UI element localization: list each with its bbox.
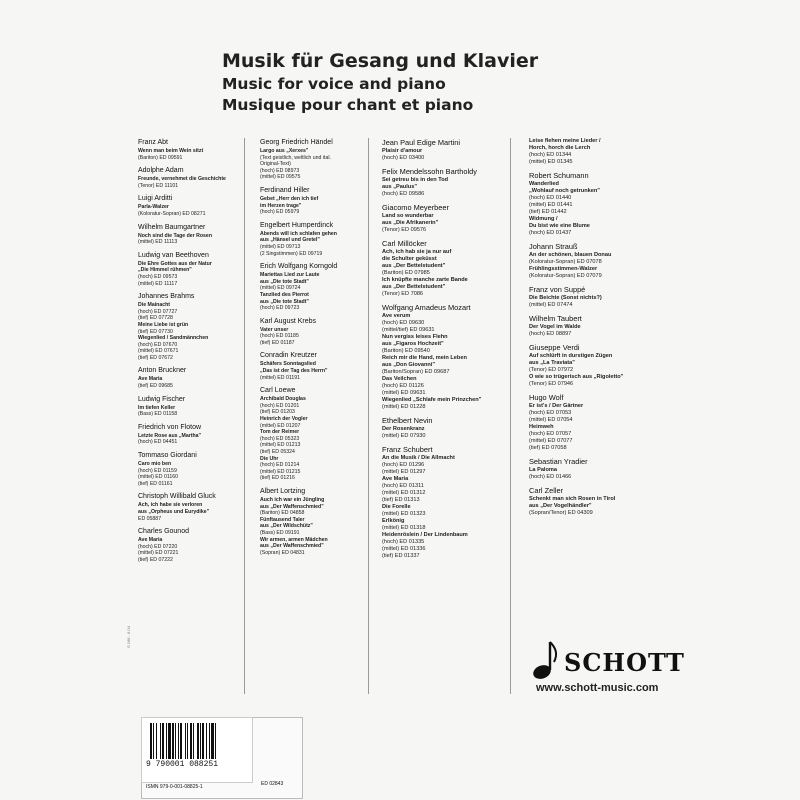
work-title: Plaisir d'amour	[382, 148, 423, 154]
composer-name: Karl August Krebs	[260, 317, 317, 325]
composer-name: Ludwig van Beethoven	[138, 251, 209, 259]
edition-line: (hoch) ED 01185	[260, 333, 299, 340]
edition-line: (mittel) ED 07930	[382, 433, 426, 439]
barcode-bar	[156, 723, 157, 759]
composer-name: Ethelbert Nevin	[382, 416, 433, 425]
composer-name: Wilhelm Taubert	[529, 314, 582, 323]
catalog-entry	[260, 317, 368, 347]
edition-line: (hoch) ED 07053	[529, 410, 572, 416]
work-title: die Schulter geküsst	[382, 256, 437, 262]
composer-name: Franz Abt	[138, 139, 168, 146]
edition-line: (mittel) ED 07671	[138, 348, 179, 355]
work-title: Abends will ich schlafen gehen	[260, 230, 337, 237]
work-title: Ich knüpfte manche zarte Bande	[382, 277, 468, 283]
work-title: Heidenröslein / Der Lindenbaum	[382, 532, 468, 538]
edition-line: (mittel) ED 01323	[382, 511, 426, 517]
ismn-number: ISMN 979-0-001-08825-1	[146, 784, 203, 790]
edition-line: (hoch) ED 07670	[138, 341, 178, 348]
catalog-entry	[382, 203, 510, 234]
edition-line: (hoch) ED 05979	[260, 209, 300, 216]
edition-line: (mittel) ED 11117	[138, 280, 178, 287]
edition-line: (Tenor) ED 07972	[529, 367, 574, 373]
publisher-name: SCHOTT	[564, 647, 685, 677]
catalog-entry	[529, 393, 657, 452]
work-title: Der Rosenkranz	[382, 426, 425, 432]
edition-line: (mittel) ED 01312	[382, 490, 426, 496]
edition-line: (hoch) ED 08973	[260, 167, 300, 174]
edition-line: (mittel/tief) ED 09631	[382, 327, 435, 333]
composer-name: Ludwig Fischer	[138, 395, 186, 403]
work-title: Archibald Douglas	[260, 396, 306, 403]
edition-number	[258, 781, 283, 787]
side-code: S 168 - 6.04	[126, 626, 131, 648]
work-title: Letzte Rose aus „Martha"	[138, 432, 201, 439]
edition-line: (Sopran) ED 04831	[260, 549, 305, 556]
work-title: Land so wunderbar	[382, 213, 434, 219]
catalog-entry	[260, 386, 368, 482]
work-title: Heimweh	[529, 424, 554, 430]
edition-line: (hoch) ED 04451	[138, 439, 178, 446]
edition-line: (tief) ED 09685	[138, 383, 173, 390]
catalog-entry	[529, 171, 657, 237]
edition-line: (hoch) ED 07220	[138, 543, 178, 550]
edition-line: (hoch) ED 08897	[529, 331, 572, 337]
composer-name: Adolphe Adam	[138, 167, 184, 175]
work-title: Ave Maria	[382, 476, 409, 482]
composer-name: Johann Strauß	[529, 242, 578, 251]
edition-line: (mittel) ED 09575	[260, 174, 301, 181]
composer-name: Charles Gounod	[138, 528, 189, 536]
work-title: aus „Der Vogelhändler"	[529, 503, 592, 509]
edition-line: (mittel) ED 09724	[260, 285, 301, 292]
work-title: Tanzlied des Pierrot	[260, 291, 309, 298]
barcode-digits: 9 790001 088251	[146, 760, 219, 769]
barcode-bar	[200, 723, 201, 759]
work-title: Mariettas Lied zur Laute	[260, 272, 320, 279]
work-title: La Paloma	[529, 467, 557, 473]
edition-value: ED 02843	[261, 781, 284, 787]
edition-line: (tief) ED 05324	[260, 449, 295, 455]
catalog-entry	[138, 251, 244, 287]
barcode-bar	[215, 723, 216, 759]
catalog-entry	[138, 451, 244, 487]
edition-line: (Bariton/Sopran) ED 09687	[382, 369, 450, 375]
catalog-entry	[529, 242, 657, 280]
barcode-bar	[168, 723, 171, 759]
work-title: Auf schlürft in durstigen Zügen	[529, 353, 613, 359]
composer-name: Hugo Wolf	[529, 393, 564, 402]
barcode-bar	[202, 723, 204, 759]
edition-line: (hoch) ED 07057	[529, 431, 572, 437]
edition-line: ED 05887	[138, 515, 162, 522]
work-title: Im tiefen Keller	[138, 404, 176, 411]
edition-line: (Tenor) ED 07946	[529, 381, 574, 387]
edition-line: (hoch) ED 09630	[382, 320, 425, 326]
work-title: aus „Der Wildschütz"	[260, 523, 313, 530]
edition-line: (mittel) ED 01318	[382, 525, 426, 531]
barcode-bar	[150, 723, 152, 759]
edition-line: (mittel) ED 07474	[529, 302, 573, 308]
edition-line: (mittel) ED 07221	[138, 550, 179, 557]
catalog-entry	[260, 186, 368, 216]
edition-line: (hoch) ED 01311	[382, 483, 424, 489]
barcode-bar	[175, 723, 176, 759]
edition-line: (hoch) ED 01201	[260, 402, 300, 409]
catalog-entry	[382, 239, 510, 298]
edition-line: (tief) ED 01442	[529, 209, 567, 215]
catalog-column-2	[260, 138, 369, 694]
catalog-entry	[138, 492, 244, 522]
composer-name: Georg Friedrich Händel	[260, 139, 333, 146]
work-title: aus „Hänsel und Gretel"	[260, 237, 320, 244]
edition-line: (Bariton) ED 04858	[260, 510, 305, 517]
edition-line: (mittel) ED 09631	[382, 390, 426, 396]
barcode-bar	[211, 723, 214, 759]
edition-line: (mittel) ED 01297	[382, 469, 426, 475]
work-title: „Die Himmel rühmen"	[138, 267, 192, 274]
work-title: aus „Der Waffenschmied"	[260, 543, 324, 550]
edition-line: (Koloratur-Sopran) ED 07079	[529, 273, 602, 279]
work-title: Noch sind die Tage der Rosen	[138, 232, 212, 239]
work-title: Caro mio ben	[138, 461, 172, 468]
composer-name: Christoph Willibald Gluck	[138, 493, 216, 501]
work-title: aus „La Traviata"	[529, 360, 575, 366]
edition-line: Original-Text)	[260, 161, 291, 168]
composer-name: Friedrich von Flotow	[138, 423, 202, 431]
work-title: Er ist's / Der Gärtner	[529, 403, 584, 409]
edition-line: (Koloratur-Sopran) ED 07078	[529, 259, 602, 265]
edition-line: (hoch) ED 01159	[138, 467, 177, 474]
work-title: An die Musik / Die Allmacht	[382, 455, 455, 461]
work-title: Widmung /	[529, 216, 558, 222]
barcode-bar	[153, 723, 154, 759]
work-title: Horch, horch die Lerch	[529, 145, 591, 151]
title-block	[222, 48, 538, 116]
edition-line: (hoch) ED 01214	[260, 462, 300, 469]
barcode-bar	[206, 723, 207, 759]
barcode-bar	[178, 723, 179, 759]
composer-name: Giuseppe Verdi	[529, 343, 580, 352]
catalog-entry	[382, 416, 510, 440]
edition-line: (tief) ED 01337	[382, 553, 420, 559]
work-title: im Herzen trage"	[260, 202, 302, 209]
composer-name: Robert Schumann	[529, 171, 589, 180]
work-title: O wie so trügerisch aus „Rigoletto"	[529, 374, 624, 380]
work-title: Nun vergiss leises Flehn	[382, 334, 448, 340]
edition-line: (tief) ED 07222	[138, 556, 173, 563]
work-title: Wenn man beim Wein sitzt	[138, 148, 204, 154]
composer-name: Anton Bruckner	[138, 367, 187, 375]
edition-line: (tief) ED 07728	[138, 315, 173, 322]
composer-name: Wolfgang Amadeus Mozart	[382, 303, 471, 312]
composer-name: Engelbert Humperdinck	[260, 221, 334, 229]
barcode-bar	[180, 723, 182, 759]
catalog-entry	[260, 262, 368, 312]
work-title: Heinrich der Vogler	[260, 416, 308, 423]
catalog-column-1	[138, 138, 245, 694]
edition-line: (hoch) ED 09573	[138, 273, 178, 280]
work-title: Largo aus „Xerxes"	[260, 148, 309, 154]
edition-line: (Tenor) ED 11101	[138, 182, 179, 189]
work-title: „Das ist der Tag des Herrn"	[260, 368, 328, 375]
composer-name: Carl Zeller	[529, 486, 564, 495]
edition-line: (hoch) ED 03400	[382, 155, 425, 161]
barcode-bar	[193, 723, 194, 759]
edition-line: (tief) ED 07730	[138, 328, 173, 335]
edition-line: (Bass) ED 09191	[260, 529, 300, 536]
catalog-entry	[529, 138, 657, 166]
publisher-logo	[528, 640, 685, 694]
work-title: aus „Die tote Stadt"	[260, 278, 309, 285]
work-title: Tom der Reimer	[260, 429, 300, 436]
work-title: Ave Maria	[138, 537, 163, 544]
composer-name: Jean Paul Edige Martini	[382, 138, 461, 147]
edition-line: (hoch) ED 01344	[529, 152, 572, 158]
edition-line: (Tenor) ED 09576	[382, 227, 427, 233]
edition-line: (hoch) ED 09586	[382, 191, 425, 197]
catalog-entry	[260, 487, 368, 556]
catalog-entry	[260, 351, 368, 381]
composer-name: Wilhelm Baumgartner	[138, 223, 206, 231]
edition-line: (mittel) ED 01336	[382, 546, 426, 552]
edition-line: (mittel) ED 07077	[529, 438, 573, 444]
composer-name: Carl Millöcker	[382, 239, 427, 248]
composer-name: Franz Schubert	[382, 445, 433, 454]
catalog-entry	[529, 285, 657, 309]
catalog-entry	[138, 166, 244, 189]
catalog-entry	[529, 486, 657, 517]
edition-line: (mittel) ED 01441	[529, 202, 573, 208]
work-title: Ave Maria	[138, 376, 163, 383]
edition-line: (mittel) ED 01228	[382, 404, 426, 410]
work-title: Vater unser	[260, 326, 289, 333]
work-title: Auch ich war ein Jüngling	[260, 496, 325, 503]
edition-line: (hoch) ED 01126	[382, 383, 424, 389]
work-title: Leise flehen meine Lieder /	[529, 138, 601, 144]
edition-line: (hoch) ED 05323	[260, 435, 300, 442]
work-title: An der schönen, blauen Donau	[529, 252, 612, 258]
catalog-entry	[382, 445, 510, 560]
barcode-bar	[162, 723, 164, 759]
work-title: Schenkt man sich Rosen in Tirol	[529, 496, 616, 502]
work-title: Meine Liebe ist grün	[138, 321, 189, 328]
edition-line: (mittel) ED 11113	[138, 239, 178, 246]
catalog-entry	[260, 138, 368, 181]
edition-line: (Sopran/Tenor) ED 04309	[529, 510, 593, 516]
barcode-bar	[209, 723, 210, 759]
edition-line: (Bariton) ED 09540	[382, 348, 430, 354]
work-title: Du bist wie eine Blume	[529, 223, 590, 229]
publisher-url[interactable]: www.schott-music.com	[536, 682, 659, 694]
work-title: Erlkönig	[382, 518, 405, 524]
composer-name: Sebastian Yradier	[529, 457, 588, 466]
barcode-bar	[185, 723, 186, 759]
composer-name: Albert Lortzing	[260, 487, 306, 495]
catalog-entry	[138, 423, 244, 446]
edition-line: (tief) ED 01203	[260, 409, 295, 416]
edition-line: (mittel) ED 01345	[529, 159, 573, 165]
work-title: aus „Figaros Hochzeit"	[382, 341, 444, 347]
edition-line: (tief) ED 01216	[260, 475, 295, 482]
work-title: Sei getreu bis in den Tod	[382, 177, 449, 183]
barcode-image	[148, 723, 244, 759]
work-title: aus „Orpheus und Eurydike"	[138, 509, 210, 515]
edition-line: (Tenor) ED 7086	[382, 291, 424, 297]
work-title: Die Beichte (Sonst nichts?)	[529, 295, 602, 301]
catalog-entry	[382, 303, 510, 411]
edition-line: (tief) ED 01313	[382, 497, 420, 503]
edition-line: (mittel) ED 01160	[138, 474, 178, 481]
composer-name: Tommaso Giordani	[138, 452, 197, 460]
title-german: Musik für Gesang und Klavier	[222, 50, 539, 72]
composer-name: Franz von Suppé	[529, 285, 586, 294]
edition-line: (hoch) ED 01335	[382, 539, 425, 545]
work-title: aus „Don Giovanni"	[382, 362, 436, 368]
catalog-entry	[138, 223, 244, 246]
work-title: Freunde, vernehmet die Geschichte	[138, 176, 226, 183]
edition-line: (hoch) ED 01296	[382, 462, 425, 468]
edition-line: (tief) ED 01187	[260, 339, 295, 346]
work-title: Wir armen, armen Mädchen	[260, 536, 328, 543]
work-title: Der Vogel im Walde	[529, 324, 581, 330]
work-title: aus „Die Afrikanerin"	[382, 220, 439, 226]
edition-line: (tief) ED 07058	[529, 445, 567, 451]
work-title: Parla-Walzer	[138, 204, 169, 211]
work-title: aus „Paulus"	[382, 184, 417, 190]
catalog-entry	[529, 457, 657, 481]
catalog-entry	[138, 292, 244, 361]
catalog-entry	[260, 221, 368, 257]
catalog-column-3	[382, 138, 511, 694]
catalog-entry	[529, 343, 657, 388]
work-title: Wanderlied	[529, 181, 559, 187]
work-title: Die Uhr	[260, 455, 279, 462]
work-title: Wiegenlied / Sandmännchen	[138, 335, 209, 342]
work-title: aus „Der Waffenschmied"	[260, 503, 324, 510]
work-title: Fünftausend Taler	[260, 516, 305, 523]
catalog-entry	[138, 194, 244, 217]
edition-line: (Bariton) ED 07985	[382, 270, 430, 276]
work-title: Die Ehre Gottes aus der Natur	[138, 260, 212, 267]
work-title: aus „Der Bettelstudent"	[382, 284, 446, 290]
barcode-bar	[190, 723, 192, 759]
work-title: Ach, ich hab sie ja nur auf	[382, 249, 452, 255]
edition-line: (mittel) ED 01207	[260, 422, 301, 429]
catalog-entry	[138, 366, 244, 389]
composer-name: Carl Loewe	[260, 387, 296, 395]
composer-name: Luigi Arditti	[138, 195, 173, 203]
catalog-entry	[138, 395, 244, 418]
title-french: Musique pour chant et piano	[222, 96, 474, 114]
catalog-entry	[382, 167, 510, 198]
edition-line: (tief) ED 07672	[138, 354, 173, 361]
composer-name: Ferdinand Hiller	[260, 186, 310, 194]
composer-name: Giacomo Meyerbeer	[382, 203, 449, 212]
catalog-entry	[529, 314, 657, 338]
catalog-column-4	[529, 138, 657, 522]
edition-line: (hoch) ED 01466	[529, 474, 572, 480]
edition-line: (Text geistlich, weltlich und ital.	[260, 154, 331, 161]
work-title: Frühlingsstimmen-Walzer	[529, 266, 598, 272]
work-title: Ave verum	[382, 313, 411, 319]
edition-line: (Bass) ED 01158	[138, 411, 178, 418]
work-title: aus „Der Bettelstudent"	[382, 263, 446, 269]
barcode-bar	[172, 723, 174, 759]
work-title: Die Forelle	[382, 504, 411, 510]
edition-line: (tief) ED 01161	[138, 480, 173, 487]
composer-name: Erich Wolfgang Korngold	[260, 263, 338, 271]
edition-line: (2 Singstimmen) ED 09719	[260, 250, 323, 257]
composer-name: Johannes Brahms	[138, 293, 195, 301]
edition-line: (Koloratur-Sopran) ED 08271	[138, 210, 206, 217]
work-title: Das Veilchen	[382, 376, 417, 382]
work-title: Die Mainacht	[138, 302, 170, 309]
edition-line: (mittel) ED 09713	[260, 243, 301, 250]
edition-line: (mittel) ED 07054	[529, 417, 573, 423]
catalog-entry	[138, 138, 244, 161]
barcode-box	[141, 717, 253, 783]
composer-name: Conradin Kreutzer	[260, 352, 317, 360]
title-english: Music for voice and piano	[222, 75, 446, 93]
composer-name: Felix Mendelssohn Bartholdy	[382, 167, 477, 176]
work-title: Reich mir die Hand, mein Leben	[382, 355, 467, 361]
edition-line: (mittel) ED 01213	[260, 442, 301, 449]
edition-line: (hoch) ED 09723	[260, 305, 300, 312]
catalog-entry	[382, 138, 510, 162]
edition-line: (hoch) ED 07727	[138, 308, 178, 315]
barcode-bar	[187, 723, 188, 759]
music-note-icon	[528, 640, 562, 684]
work-title: aus „Die tote Stadt"	[260, 298, 309, 305]
barcode-bar	[166, 723, 167, 759]
edition-line: (mittel) ED 01215	[260, 468, 301, 475]
work-title: Schäfers Sonntagslied	[260, 361, 316, 368]
barcode-bar	[197, 723, 199, 759]
work-title: „Wohlauf noch getrunken"	[529, 188, 600, 194]
barcode-bar	[160, 723, 161, 759]
edition-line: (hoch) ED 01437	[529, 230, 572, 236]
work-title: Ach, ich habe sie verloren	[138, 502, 203, 509]
work-title: Gebet „Herr den ich tief	[260, 195, 319, 202]
edition-line: (mittel) ED 01191	[260, 374, 300, 381]
edition-line: (hoch) ED 01440	[529, 195, 572, 201]
work-title: Wiegenlied „Schlafe mein Prinzchen"	[382, 397, 482, 403]
catalog-entry	[138, 527, 244, 563]
edition-line: (Bariton) ED 09591	[138, 154, 183, 161]
